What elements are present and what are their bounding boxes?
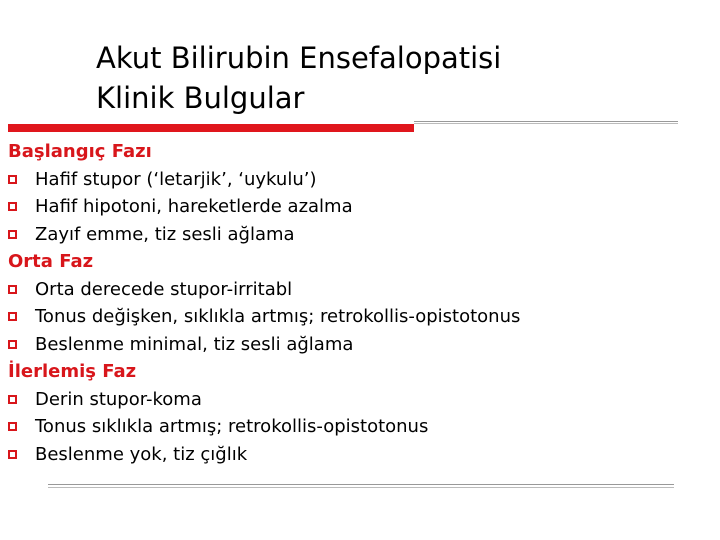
section-heading-baslangic: Başlangıç Fazı [8,141,152,162]
hollow-square-icon [8,422,17,431]
list-item-text: Hafif hipotoni, hareketlerde azalma [35,196,353,217]
list-item [8,386,708,414]
slide-body [8,138,708,468]
list-item-text: Beslenme minimal, tiz sesli ağlama [35,333,354,355]
list-item-text: Derin stupor-koma [35,388,202,410]
list-item [8,441,708,469]
hollow-square-icon [8,450,17,459]
list-item [8,276,708,304]
slide-title-line-1: Akut Bilirubin Ensefalopatisi [96,41,502,75]
list-item-text: Tonus değişken, sıklıkla artmış; retrokollis-opistotonus [35,306,521,327]
list-item [8,221,708,249]
list-item-text: Beslenme yok, tiz çığlık [35,443,248,465]
hollow-square-icon [8,202,17,211]
hollow-square-icon [8,312,17,321]
hollow-square-icon [8,175,17,184]
hollow-square-icon [8,340,17,349]
title-accent-bar [8,124,414,132]
slide-title-line-2: Klinik Bulgular [96,81,305,115]
footer-divider-line-2 [48,487,674,488]
list-item-text: Zayıf emme, tiz sesli ağlama [35,223,295,245]
list-item [8,303,708,331]
hollow-square-icon [8,285,17,294]
hollow-square-icon [8,395,17,404]
slide-title [96,38,501,118]
list-item-text: Hafif stupor (‘letarjik’, ‘uykulu’) [35,168,317,190]
title-divider-line [414,121,678,122]
list-item [8,193,708,221]
list-item-text: Orta derecede stupor-irritabl [35,278,293,300]
section-heading-ilerlemis: İlerlemiş Faz [8,361,137,382]
footer-divider-line [48,484,674,485]
section-heading-orta: Orta Faz [8,251,94,272]
list-item [8,166,708,194]
title-divider-line-2 [414,123,678,124]
hollow-square-icon [8,230,17,239]
list-item [8,331,708,359]
list-item-text: Tonus sıklıkla artmış; retrokollis-opistotonus [35,416,429,437]
list-item [8,413,708,441]
